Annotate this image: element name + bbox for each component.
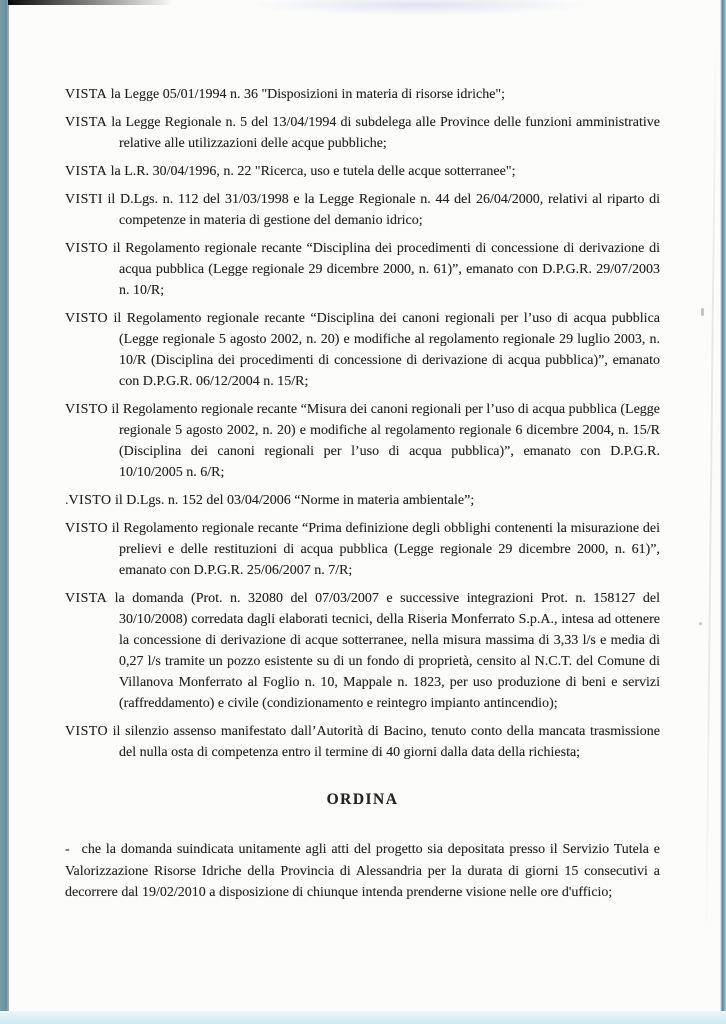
scan-edge-bottom: [0, 1011, 726, 1024]
visto-label: VISTO: [65, 521, 108, 536]
doc-paragraph: [65, 238, 660, 301]
doc-paragraph: [65, 399, 660, 483]
paragraph-text: il D.Lgs. n. 152 del 03/04/2006 “Norme in materia ambientale”;: [114, 493, 475, 508]
doc-paragraph: [65, 112, 660, 154]
paragraph-text: la Legge Regionale n. 5 del 13/04/1994 di subdelega alle Province delle funzioni amministrative relative alle utilizzazioni delle acque pubbliche;: [111, 115, 660, 151]
paragraph-text: il Regolamento regionale recante “Disciplina dei procedimenti di concessione di derivazione di acqua pubblica (Legge regionale 29 dicembre 2000, n. 61)”, emanato con D.P.G.R. 29/07/2003 n. 10/R;: [112, 241, 661, 298]
list-dash: -: [65, 842, 70, 857]
doc-paragraph: [65, 721, 660, 763]
visto-label: VISTO: [68, 493, 112, 508]
paragraph-text: il Regolamento regionale recante “Misura dei canoni regionali per l’uso di acqua pubblica (Legge regionale 5 agosto 2002, n. 20) e modifiche al regolamento regionale 6 dicembre 2004, n. 15/R (Disciplina dei canoni regionali per l’uso di acqua pubblica)”, emanato con D.P.G.R. 10/10/2005 n. 6/R;: [111, 402, 661, 480]
order-item-paragraph: [65, 839, 660, 904]
paragraph-text: il D.Lgs. n. 112 del 31/03/1998 e la Legge Regionale n. 44 del 26/04/2000, relativi al riparto di competenze in materia di gestione del demanio idrico;: [107, 192, 660, 228]
doc-paragraph: [65, 588, 660, 714]
paragraph-text: la Legge 05/01/1994 n. 36 "Disposizioni in materia di risorse idriche";: [110, 87, 506, 102]
doc-paragraph: [65, 161, 660, 182]
visto-label: VISTO: [65, 311, 108, 326]
paragraph-text: che la domanda suindicata unitamente agli atti del progetto sia depositata presso il Servizio Tutela e Valorizzazione Risorse Idriche della Provincia di Alessandria per la durata di giorni 15 consecutivi a decorrere dal 19/02/2010 a disposizione di chiunque intenda prenderne visione nelle ore d'ufficio;: [65, 842, 660, 900]
visto-label: VISTI: [65, 192, 103, 207]
paragraph-text: il silenzio assenso manifestato dall’Autorità di Bacino, tenuto conto della mancata trasmissione del nulla osta di competenza entro il termine di 40 giorni dalla data della richiesta;: [112, 724, 661, 760]
paragraph-text: il Regolamento regionale recante “Disciplina dei canoni regionali per l’uso di acqua pubblica (Legge regionale 5 agosto 2002, n. 20) e modifiche al regolamento regionale 29 luglio 2003, n. 10/R (Disciplina dei procedimenti di concessione di derivazione di acqua pubblica)”, emanato con D.P.G.R. 06/12/2004 n. 15/R;: [113, 311, 660, 389]
doc-paragraph: [65, 189, 660, 231]
visto-label: VISTO: [65, 402, 108, 417]
visto-label: VISTA: [65, 115, 108, 130]
paragraph-text: la domanda (Prot. n. 32080 del 07/03/2007 e successive integrazioni Prot. n. 158127 del 30/10/2008) corredata dagli elaborati tecnici, della Riseria Monferrato S.p.A., intesa ad ottenere la concessione di derivazione di acque sotterranee, nella misura massima di 3,33 l/s e media di 0,27 l/s tramite un pozzo esistente su di un fondo di proprietà, censito al N.C.T. del Comune di Villanova Monferrato al Foglio n. 10, Mappale n. 1823, per uso produzione di beni e servizi (raffreddamento) e civile (condizionamento e reintegro impianto antincendio);: [114, 591, 660, 711]
doc-paragraph: [65, 490, 660, 511]
visto-label: VISTA: [65, 164, 108, 179]
paragraph-text: il Regolamento regionale recante “Prima definizione degli obblighi contenenti la misurazione dei prelievi e delle restituzioni di acqua pubblica (Legge regionale 29 dicembre 2000, n. 61)”, emanato con D.P.G.R. 25/06/2007 n. 7/R;: [111, 521, 660, 578]
visto-label: VISTA: [65, 591, 108, 606]
ordina-heading: ORDINA: [326, 791, 399, 808]
paragraph-text: la L.R. 30/04/1996, n. 22 "Ricerca, uso e tutela delle acque sotterranee";: [110, 164, 516, 179]
stray-mark: .: [65, 493, 69, 508]
visto-label: VISTO: [65, 724, 108, 739]
visto-label: VISTO: [65, 241, 108, 256]
doc-paragraph: [65, 518, 660, 581]
doc-paragraph: [65, 84, 660, 105]
visto-label: VISTA: [65, 87, 108, 102]
doc-paragraph: [65, 308, 660, 392]
